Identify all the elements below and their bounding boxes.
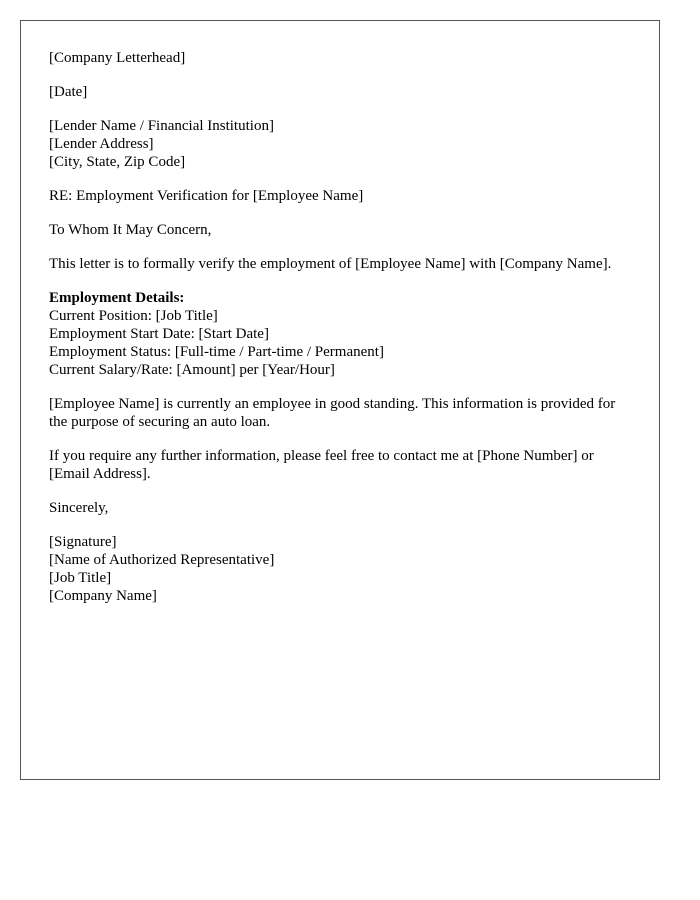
employment-details-heading: Employment Details: bbox=[49, 290, 185, 306]
contact-paragraph: If you require any further information, please feel free to contact me at [Phone Number] or [Email Address]. bbox=[49, 448, 594, 482]
closing: Sincerely, bbox=[49, 500, 109, 516]
recipient-name: [Lender Name / Financial Institution] bbox=[49, 118, 274, 134]
recipient-city-state-zip: [City, State, Zip Code] bbox=[49, 154, 186, 170]
subject-line: RE: Employment Verification for [Employee Name] bbox=[49, 188, 364, 204]
letter-page bbox=[20, 20, 660, 780]
signatory-company: [Company Name] bbox=[49, 588, 157, 604]
letter-date: [Date] bbox=[49, 84, 88, 100]
signatory-name: [Name of Authorized Representative] bbox=[49, 552, 275, 568]
signature-block bbox=[49, 533, 631, 605]
recipient-address: [Lender Address] bbox=[49, 136, 154, 152]
detail-salary: Current Salary/Rate: [Amount] per [Year/Hour] bbox=[49, 362, 335, 378]
detail-status: Employment Status: [Full-time / Part-time / Permanent] bbox=[49, 344, 384, 360]
recipient-block bbox=[49, 117, 631, 171]
signature-placeholder: [Signature] bbox=[49, 534, 117, 550]
salutation: To Whom It May Concern, bbox=[49, 222, 212, 238]
detail-start-date: Employment Start Date: [Start Date] bbox=[49, 326, 269, 342]
letterhead: [Company Letterhead] bbox=[49, 50, 186, 66]
signatory-title: [Job Title] bbox=[49, 570, 112, 586]
intro-paragraph: This letter is to formally verify the employment of [Employee Name] with [Company Name]. bbox=[49, 256, 612, 272]
detail-position: Current Position: [Job Title] bbox=[49, 308, 218, 324]
standing-paragraph: [Employee Name] is currently an employee in good standing. This information is provided for the purpose of securing an auto loan. bbox=[49, 396, 616, 430]
employment-details bbox=[49, 289, 631, 379]
